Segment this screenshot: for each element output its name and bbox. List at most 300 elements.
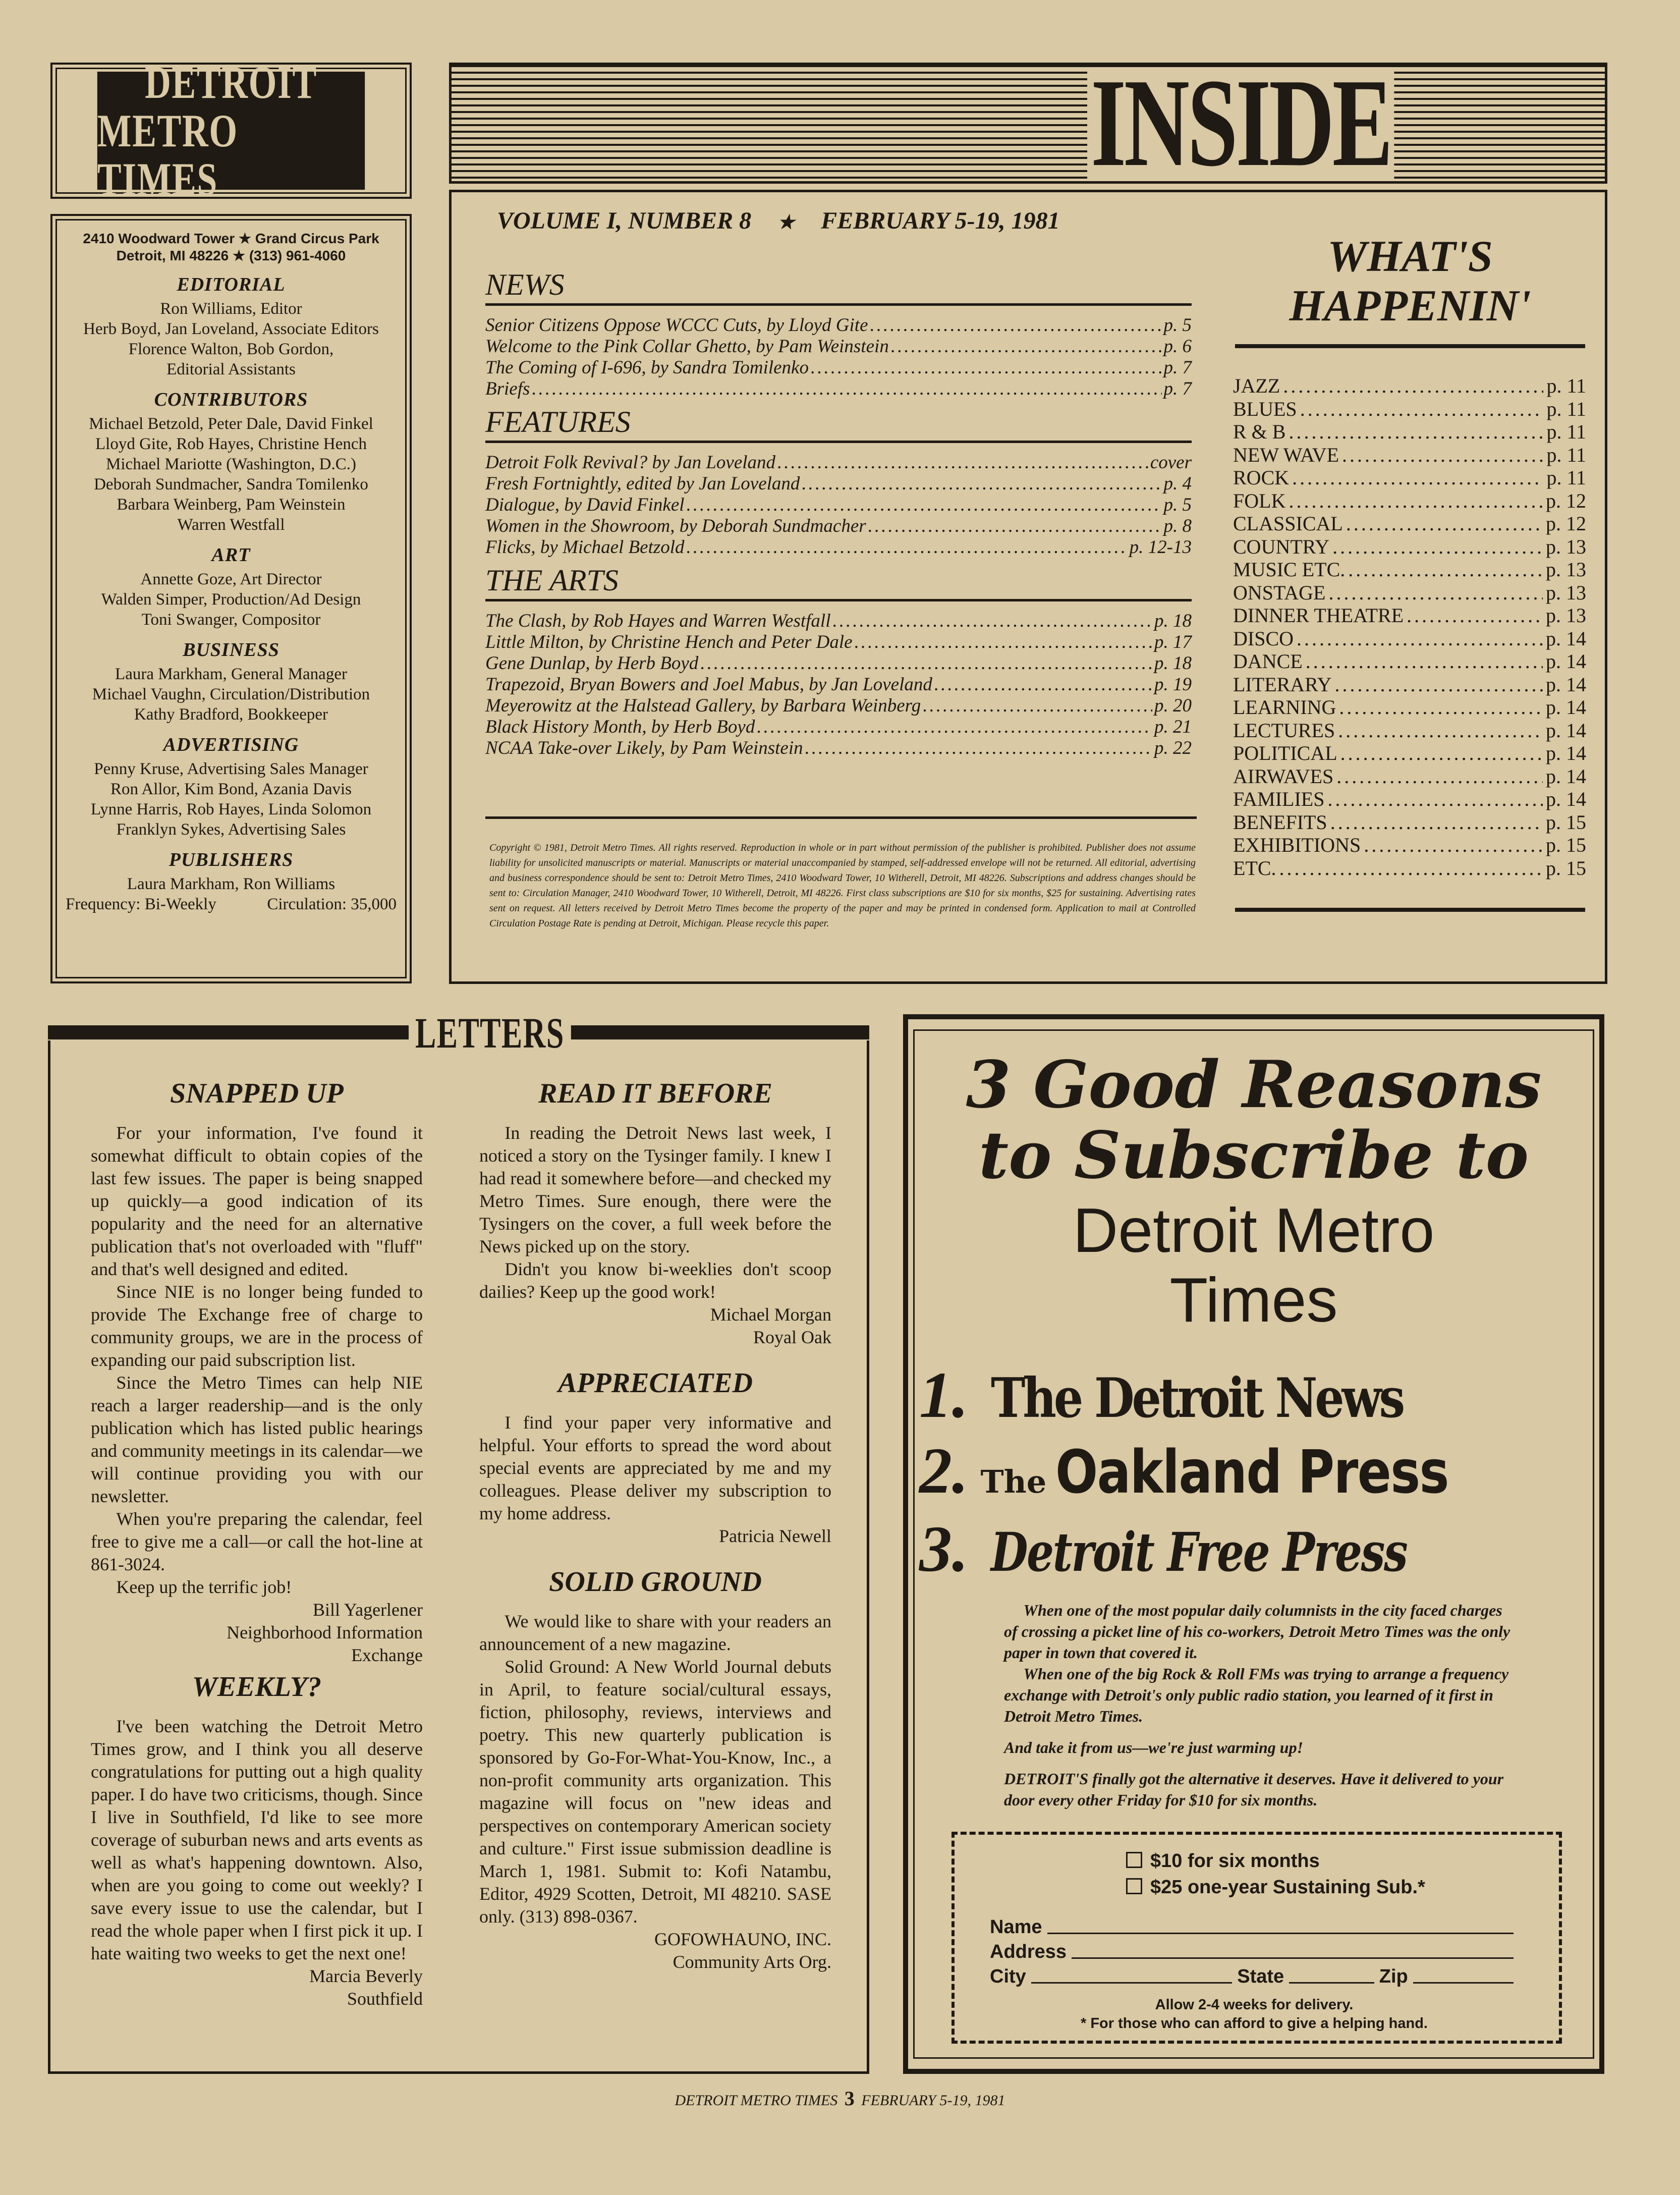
letter-signature-line: Michael Morgan bbox=[710, 1304, 831, 1325]
whats-happenin-leader bbox=[1348, 558, 1543, 581]
letter-paragraph: Since NIE is no longer being funded to provide The Exchange free of charge to community groups, we are in the process of expanding our paid subscription list. bbox=[91, 1282, 423, 1370]
whats-happenin-leader bbox=[1292, 466, 1543, 489]
whats-happenin-leader bbox=[1342, 444, 1543, 467]
whats-happenin-page: p. 14 bbox=[1546, 788, 1586, 810]
whats-happenin-entry bbox=[1233, 834, 1586, 857]
staff-sections bbox=[66, 273, 397, 894]
letter-appreciated-signature bbox=[479, 1525, 831, 1548]
toc-entry-title: Senior Citizens Oppose WCCC Cuts, by Lloyd Gite bbox=[485, 315, 868, 336]
city-field-label: City bbox=[990, 1966, 1026, 1987]
whats-happenin-title bbox=[1231, 232, 1589, 331]
letter-snapped-up-signature bbox=[91, 1599, 423, 1667]
ad-body-4: DETROIT'S finally got the alternative it deserves. Have it delivered to your door every other Friday for $10 for six months. bbox=[1004, 1770, 1504, 1809]
letter-signature-line: Bill Yagerlener bbox=[313, 1600, 423, 1620]
whats-happenin-category: R & B bbox=[1233, 420, 1286, 443]
ad-paper-name-line1: Detroit Metro bbox=[1073, 1196, 1435, 1266]
masthead-line1: DETROIT bbox=[145, 57, 317, 108]
toc-leader bbox=[757, 717, 1152, 738]
staff-box bbox=[50, 214, 412, 983]
letters-banner-text: LETTERS bbox=[409, 1014, 571, 1052]
toc-entry-title: Meyerowitz at the Halstead Gallery, by Barbara Weinberg bbox=[485, 695, 921, 716]
toc-leader bbox=[891, 336, 1162, 357]
staff-line: Florence Walton, Bob Gordon, bbox=[128, 340, 334, 358]
whats-happenin-category: CLASSICAL bbox=[1233, 512, 1343, 535]
toc-leader bbox=[832, 611, 1152, 632]
toc-entry-title: The Clash, by Rob Hayes and Warren Westfall bbox=[485, 611, 831, 631]
staff-line: Kathy Bradford, Bookkeeper bbox=[134, 705, 328, 724]
whats-happenin-page: p. 13 bbox=[1546, 558, 1586, 581]
name-field-line[interactable] bbox=[1047, 1932, 1514, 1934]
staff-section-title: BUSINESS bbox=[183, 639, 279, 661]
city-field-line[interactable] bbox=[1031, 1982, 1232, 1984]
whats-happenin-category: EXHIBITIONS bbox=[1233, 834, 1361, 856]
letter-read-it-before-body bbox=[479, 1122, 831, 1303]
staff-frequency: Frequency: Bi-Weekly bbox=[66, 895, 216, 913]
toc-leader bbox=[687, 495, 1162, 516]
toc-entry bbox=[485, 473, 1192, 495]
letter-paragraph: In reading the Detroit News last week, I noticed a story on the Tysinger family. I knew I had read it somewhere before—and checked my Metro Times. Sure enough, there were the Tysingers on the cover, a full week before the News picked up on the story. bbox=[479, 1123, 831, 1256]
toc-entry bbox=[485, 336, 1192, 357]
toc-leader bbox=[687, 537, 1128, 558]
letter-signature-line: Patricia Newell bbox=[719, 1526, 831, 1546]
toc-leader bbox=[934, 674, 1152, 695]
whats-happenin-category: DANCE bbox=[1233, 650, 1303, 673]
letter-appreciated-title: APPRECIATED bbox=[558, 1367, 753, 1399]
toc-entry bbox=[485, 717, 1192, 738]
whats-happenin-leader bbox=[1327, 788, 1543, 811]
whats-happenin-page: p. 11 bbox=[1546, 420, 1586, 443]
coupon-note-1: Allow 2-4 weeks for delivery. bbox=[1155, 1997, 1354, 2013]
letter-signature-line: Neighborhood Information bbox=[227, 1622, 423, 1642]
toc-leader bbox=[532, 378, 1161, 400]
letter-paragraph: I find your paper very informative and helpful. Your efforts to spread the word about special events are appreciated by me and my colleagues. Please deliver my subscription to my home address. bbox=[479, 1412, 831, 1523]
coupon-options bbox=[1126, 1848, 1519, 1900]
whats-happenin-entry bbox=[1233, 489, 1586, 513]
zip-field-label: Zip bbox=[1379, 1966, 1408, 1987]
staff-line: Ron Williams, Editor bbox=[160, 300, 302, 318]
ad-reason-2-logo-prefix: The bbox=[980, 1463, 1047, 1500]
whats-happenin-category: COUNTRY bbox=[1233, 535, 1330, 558]
toc-entry-page: p. 19 bbox=[1154, 674, 1192, 695]
issue-star: ★ bbox=[777, 212, 795, 233]
toc-entry-page: p. 20 bbox=[1154, 695, 1192, 716]
staff-line: Walden Simper, Production/Ad Design bbox=[101, 590, 361, 609]
whats-happenin-entry bbox=[1233, 466, 1586, 489]
toc-entry bbox=[485, 516, 1192, 537]
letters-col-right bbox=[479, 1077, 831, 1973]
toc-entry-title: Briefs bbox=[485, 378, 530, 399]
whats-happenin bbox=[1231, 232, 1589, 912]
ad-paper-name-line2: Times bbox=[1169, 1266, 1338, 1335]
state-field-label: State bbox=[1237, 1966, 1284, 1987]
whats-happenin-category: JAZZ bbox=[1233, 374, 1280, 397]
masthead-line2: METRO TIMES bbox=[97, 105, 238, 205]
ad-headline bbox=[918, 1047, 1589, 1193]
toc-entry-title: Fresh Fortnightly, edited by Jan Loveland bbox=[485, 473, 800, 494]
letter-signature-line: Marcia Beverly bbox=[309, 1966, 423, 1986]
letter-weekly-body bbox=[91, 1715, 423, 1965]
inside-banner bbox=[449, 53, 1607, 193]
whats-happenin-list bbox=[1231, 374, 1589, 880]
subscription-coupon bbox=[951, 1832, 1562, 2044]
ad-reason-2-number: 2. bbox=[919, 1435, 969, 1507]
letter-paragraph: When you're preparing the calendar, feel free to give me a call—or call the hot-line at 861-3024. bbox=[91, 1509, 423, 1574]
toc-entry-title: Welcome to the Pink Collar Ghetto, by Pam Weinstein bbox=[485, 336, 889, 357]
toc-entry-page: p. 18 bbox=[1154, 611, 1192, 631]
ad-reason-3-number: 3. bbox=[919, 1513, 969, 1585]
address-field[interactable] bbox=[990, 1941, 1519, 1963]
whats-happenin-page: p. 15 bbox=[1546, 856, 1586, 880]
letter-appreciated-body bbox=[479, 1411, 831, 1525]
letter-solid-ground-body bbox=[479, 1610, 831, 1928]
footer-date: FEBRUARY 5-19, 1981 bbox=[861, 2092, 1005, 2109]
toc-entry bbox=[485, 452, 1192, 473]
whats-happenin-category: MUSIC ETC. bbox=[1233, 558, 1346, 581]
whats-happenin-entry bbox=[1233, 811, 1586, 834]
toc-leader bbox=[777, 452, 1148, 473]
whats-happenin-category: NEW WAVE bbox=[1233, 443, 1339, 466]
whats-happenin-entry bbox=[1233, 444, 1586, 467]
toc-entry-title: Flicks, by Michael Betzold bbox=[485, 537, 685, 558]
ad-reason-2 bbox=[919, 1433, 1590, 1509]
whats-happenin-category: LEARNING bbox=[1233, 696, 1336, 719]
toc-entry-title: Trapezoid, Bryan Bowers and Joel Mabus, by Jan Loveland bbox=[485, 674, 932, 695]
staff-line: Herb Boyd, Jan Loveland, Associate Editors bbox=[83, 320, 379, 338]
name-field[interactable] bbox=[990, 1916, 1519, 1938]
city-state-zip-row bbox=[990, 1966, 1519, 1988]
whats-happenin-page: p. 14 bbox=[1546, 673, 1586, 696]
whats-happenin-bottom-rule bbox=[1235, 908, 1585, 912]
toc-entry bbox=[485, 357, 1192, 378]
toc-entry-page: cover bbox=[1150, 452, 1192, 473]
whats-happenin-page: p. 15 bbox=[1546, 834, 1586, 856]
issue-line bbox=[497, 207, 1203, 235]
masthead-box bbox=[50, 57, 412, 205]
whats-happenin-category: FOLK bbox=[1233, 489, 1286, 512]
staff-line: Michael Mariotte (Washington, D.C.) bbox=[106, 455, 356, 473]
letter-signature-line: Exchange bbox=[351, 1645, 423, 1665]
whats-happenin-leader bbox=[1340, 742, 1543, 765]
whats-happenin-page: p. 13 bbox=[1546, 604, 1586, 627]
whats-happenin-entry bbox=[1233, 765, 1586, 788]
whats-happenin-leader bbox=[1346, 512, 1543, 535]
staff-line: Annette Goze, Art Director bbox=[140, 570, 322, 588]
copyright-notice: Copyright © 1981, Detroit Metro Times. All rights reserved. Reproduction in whole or in part without permission of the publisher is prohibited. Publisher does not assume liability for unsolicited manuscripts or material. Manuscripts or material unaccompanied by stamped, self-addressed envelope will not be returned. All editorial, advertising and business correspondence should be sent to: Detroit Metro Times, 2410 Woodward Tower, 10 Witherell, Detroit, MI 48226. Subscriptions and address changes should be sent to: Circulation Manager, 2410 Woodward Tower, 10 Witherell, Detroit, MI 48226. First class subscriptions are $10 for six months, $25 for sustaining. Advertising rates sent on request. All letters received by Detroit Metro Times become the property of the paper and may be printed in condensed form. Application to mail at Controlled Circulation Postage Rate is pending at Detroit, Michigan. Please recycle this paper. bbox=[489, 842, 1196, 929]
letter-solid-ground-signature bbox=[479, 1928, 831, 1973]
ad-reason-1-number: 1. bbox=[919, 1359, 969, 1432]
staff-line: Ron Allor, Kim Bond, Azania Davis bbox=[110, 780, 352, 798]
whats-happenin-category: BENEFITS bbox=[1233, 810, 1327, 834]
whats-happenin-leader bbox=[1338, 719, 1543, 742]
toc-news bbox=[485, 267, 1192, 400]
staff-section bbox=[66, 849, 397, 894]
whats-happenin-page: p. 14 bbox=[1546, 627, 1586, 650]
staff-line: Toni Swanger, Compositor bbox=[141, 611, 321, 629]
toc-entry bbox=[485, 695, 1192, 717]
coupon-note-2: * For those who can afford to give a helping hand. bbox=[1081, 2015, 1428, 2032]
staff-line: Deborah Sundmacher, Sandra Tomilenko bbox=[94, 475, 368, 493]
whats-happenin-category: AIRWAVES bbox=[1233, 764, 1334, 788]
toc-leader bbox=[868, 516, 1162, 537]
staff-section-title: ART bbox=[211, 544, 251, 566]
staff-line: Michael Vaughn, Circulation/Distribution bbox=[92, 685, 370, 703]
ad-headline-line1: 3 Good Reasons bbox=[966, 1047, 1542, 1123]
letter-weekly-title: WEEKLY? bbox=[192, 1671, 322, 1703]
whats-happenin-entry bbox=[1233, 627, 1586, 650]
whats-happenin-page: p. 12 bbox=[1546, 512, 1586, 535]
staff-section bbox=[66, 639, 397, 725]
name-field-label: Name bbox=[990, 1916, 1042, 1938]
toc-entry-title: Black History Month, by Herb Boyd bbox=[485, 717, 755, 737]
whats-happenin-line1: WHAT'S bbox=[1327, 232, 1493, 281]
whats-happenin-leader bbox=[1297, 627, 1543, 650]
letter-paragraph: We would like to share with your readers an announcement of a new magazine. bbox=[479, 1611, 831, 1654]
toc-entry-page: p. 5 bbox=[1163, 495, 1192, 515]
toc-entry bbox=[485, 537, 1192, 558]
whats-happenin-entry bbox=[1233, 719, 1586, 742]
staff-line: Lloyd Gite, Rob Hayes, Christine Hench bbox=[95, 435, 367, 453]
whats-happenin-category: LECTURES bbox=[1233, 719, 1335, 742]
toc-entry bbox=[485, 653, 1192, 674]
address-field-line[interactable] bbox=[1072, 1957, 1514, 1959]
whats-happenin-entry bbox=[1233, 604, 1586, 627]
toc-column bbox=[485, 267, 1192, 759]
letter-snapped-up-body bbox=[91, 1122, 423, 1599]
staff-section-title: PUBLISHERS bbox=[169, 849, 294, 870]
toc-entry bbox=[485, 495, 1192, 516]
whats-happenin-category: DISCO bbox=[1233, 627, 1294, 650]
ad-reason-1 bbox=[919, 1357, 1590, 1433]
whats-happenin-leader bbox=[1330, 811, 1543, 834]
toc-leader bbox=[855, 632, 1152, 653]
whats-happenin-category: ONSTAGE bbox=[1233, 581, 1326, 604]
staff-section bbox=[66, 389, 397, 535]
whats-happenin-page: p. 11 bbox=[1546, 374, 1586, 397]
whats-happenin-leader bbox=[1279, 857, 1543, 880]
toc-arts bbox=[485, 563, 1192, 759]
letter-signature-line: Southfield bbox=[347, 1989, 423, 2009]
ad-reason-1-logo: The Detroit News bbox=[990, 1366, 1403, 1430]
whats-happenin-leader bbox=[1335, 673, 1543, 696]
staff-address1: 2410 Woodward Tower ★ Grand Circus Park bbox=[83, 231, 379, 246]
ad-reason-3 bbox=[919, 1511, 1590, 1587]
issue-date: FEBRUARY 5-19, 1981 bbox=[821, 207, 1060, 234]
whats-happenin-leader bbox=[1300, 398, 1544, 421]
staff-section-title: CONTRIBUTORS bbox=[154, 389, 308, 410]
whats-happenin-page: p. 14 bbox=[1546, 696, 1586, 719]
letters-col-left bbox=[91, 1077, 423, 2010]
whats-happenin-page: p. 13 bbox=[1546, 535, 1586, 558]
footer-page-number: 3 bbox=[844, 2087, 855, 2110]
toc-entry-page: p. 18 bbox=[1154, 653, 1192, 674]
whats-happenin-entry bbox=[1233, 742, 1586, 765]
whats-happenin-page: p. 12 bbox=[1546, 489, 1586, 512]
letter-weekly-signature bbox=[91, 1965, 423, 2010]
ad-paper-name bbox=[918, 1196, 1589, 1335]
toc-entry-page: p. 12-13 bbox=[1129, 537, 1192, 558]
whats-happenin-page: p. 15 bbox=[1546, 810, 1586, 834]
toc-entry bbox=[485, 315, 1192, 336]
staff-section bbox=[66, 734, 397, 840]
letter-paragraph: For your information, I've found it somewhat difficult to obtain copies of the last few issues. The paper is being snapped up quickly—a good indication of its popularity and the need for an alternative publication that's not overloaded with "fluff" and that's well designed and edited. bbox=[91, 1123, 423, 1279]
whats-happenin-category: POLITICAL bbox=[1233, 742, 1337, 764]
whats-happenin-category: BLUES bbox=[1233, 397, 1297, 420]
whats-happenin-leader bbox=[1306, 650, 1543, 673]
whats-happenin-page: p. 14 bbox=[1546, 650, 1586, 673]
state-field-line[interactable] bbox=[1289, 1982, 1374, 1984]
toc-leader bbox=[811, 357, 1162, 378]
page-footer bbox=[0, 2087, 1680, 2110]
whats-happenin-entry bbox=[1233, 673, 1586, 696]
staff-section bbox=[66, 273, 397, 379]
toc-entry bbox=[485, 738, 1192, 759]
letter-signature-line: GOFOWHAUNO, INC. bbox=[654, 1929, 831, 1949]
ad-body-1: When one of the most popular daily columnists in the city faced charges of crossing a picket line of his co-workers, Detroit Metro Times was the only paper in town that covered it. bbox=[1004, 1601, 1510, 1662]
staff-line: Barbara Weinberg, Pam Weinstein bbox=[117, 496, 346, 514]
staff-section-title: EDITORIAL bbox=[177, 274, 286, 295]
letter-paragraph: I've been watching the Detroit Metro Times grow, and I think you all deserve congratulations for putting out a high quality paper. I do have two criticisms, though. Since I live in Southfield, I'd like to see more coverage of suburban news and arts events as well as what's happening downtown. Also, when are you going to come out weekly? I save every issue to use the calendar, but I read the whole paper when I first pick it up. I hate waiting two weeks to get the next one! bbox=[91, 1716, 423, 1963]
toc-entry-page: p. 22 bbox=[1154, 738, 1192, 758]
whats-happenin-category: FAMILIES bbox=[1233, 788, 1325, 810]
toc-leader bbox=[805, 738, 1152, 759]
letter-signature-line: Community Arts Org. bbox=[673, 1952, 831, 1972]
whats-happenin-entry bbox=[1233, 374, 1586, 398]
staff-line: Laura Markham, General Manager bbox=[115, 665, 347, 683]
toc-entry-page: p. 5 bbox=[1163, 315, 1192, 336]
toc-news-title: NEWS bbox=[485, 267, 1192, 306]
staff-line: Michael Betzold, Peter Dale, David Finkel bbox=[89, 415, 373, 433]
option-sustaining[interactable] bbox=[1126, 1874, 1519, 1900]
toc-entry-page: p. 7 bbox=[1163, 357, 1192, 378]
letter-paragraph: Didn't you know bi-weeklies don't scoop dailies? Keep up the good work! bbox=[479, 1259, 831, 1302]
staff-freq-row bbox=[66, 894, 397, 914]
toc-arts-list bbox=[485, 611, 1192, 759]
checkbox-sustaining[interactable] bbox=[1126, 1878, 1142, 1894]
toc-entry-page: p. 6 bbox=[1163, 336, 1192, 357]
whats-happenin-page: p. 11 bbox=[1546, 466, 1586, 489]
toc-entry-title: Detroit Folk Revival? by Jan Loveland bbox=[485, 452, 776, 473]
whats-happenin-page: p. 14 bbox=[1546, 719, 1586, 742]
toc-leader bbox=[700, 653, 1152, 674]
toc-entry bbox=[485, 632, 1192, 653]
toc-features-title: FEATURES bbox=[485, 405, 1192, 443]
toc-entry-page: p. 7 bbox=[1163, 378, 1192, 399]
toc-leader bbox=[870, 315, 1162, 336]
toc-entry-page: p. 4 bbox=[1163, 473, 1192, 494]
toc-entry-page: p. 17 bbox=[1154, 632, 1192, 652]
staff-line: Lynne Harris, Rob Hayes, Linda Solomon bbox=[90, 800, 372, 818]
toc-entry-title: NCAA Take-over Likely, by Pam Weinstein bbox=[485, 738, 803, 758]
toc-entry bbox=[485, 611, 1192, 632]
staff-address2: Detroit, MI 48226 ★ (313) 961-4060 bbox=[116, 248, 346, 263]
letter-snapped-up-title: SNAPPED UP bbox=[170, 1078, 344, 1109]
whats-happenin-leader bbox=[1407, 604, 1543, 627]
toc-entry bbox=[485, 674, 1192, 695]
whats-happenin-entry bbox=[1233, 398, 1586, 421]
ad-body-2: When one of the big Rock & Roll FMs was trying to arrange a frequency exchange with Detroit's only public radio station, you learned of it first in Detroit Metro Times. bbox=[1004, 1665, 1509, 1725]
toc-divider bbox=[485, 816, 1197, 819]
toc-features bbox=[485, 405, 1192, 558]
whats-happenin-page: p. 11 bbox=[1546, 397, 1586, 420]
ad-body bbox=[1004, 1600, 1519, 1810]
staff-line: Franklyn Sykes, Advertising Sales bbox=[116, 820, 346, 839]
whats-happenin-leader bbox=[1283, 374, 1543, 398]
letter-read-it-before-title: READ IT BEFORE bbox=[538, 1078, 772, 1109]
whats-happenin-category: ETC. bbox=[1233, 856, 1276, 880]
whats-happenin-entry bbox=[1233, 558, 1586, 581]
staff-circulation: Circulation: 35,000 bbox=[267, 895, 397, 913]
toc-entry bbox=[485, 378, 1192, 400]
toc-arts-title: THE ARTS bbox=[485, 563, 1192, 601]
letter-paragraph: Since the Metro Times can help NIE reach a larger readership—and is the only publication which has listed public hearings and community meetings in its calendar—we will continue providing you with our newsletter. bbox=[91, 1373, 423, 1506]
whats-happenin-entry bbox=[1233, 535, 1586, 559]
letter-paragraph: Solid Ground: A New World Journal debuts in April, to feature social/cultural essays, fiction, philosophy, reviews, interviews and poetry. This new quarterly publication is sponsored by Go-For-What-You-Know, Inc., a non-profit community arts organization. This magazine will focus on "new ideas and perspectives on contemporary American society and culture." First issue submission deadline is March 1, 1981. Submit to: Kofi Natambu, Editor, 4929 Scotten, Detroit, MI 48210. SASE only. (313) 898-0367. bbox=[479, 1657, 831, 1927]
option-sustaining-label: $25 one-year Sustaining Sub.* bbox=[1150, 1877, 1425, 1898]
letter-solid-ground-title: SOLID GROUND bbox=[549, 1566, 762, 1598]
whats-happenin-page: p. 11 bbox=[1546, 443, 1586, 466]
toc-entry-page: p. 21 bbox=[1154, 717, 1192, 737]
toc-entry-page: p. 8 bbox=[1163, 516, 1192, 536]
inside-banner-text: INSIDE bbox=[1087, 67, 1394, 179]
whats-happenin-leader bbox=[1364, 834, 1543, 857]
ad-headline-line2: to Subscribe to bbox=[978, 1118, 1529, 1193]
whats-happenin-leader bbox=[1289, 420, 1543, 444]
toc-entry-title: Dialogue, by David Finkel bbox=[485, 495, 685, 515]
whats-happenin-entry bbox=[1233, 857, 1586, 880]
toc-features-list bbox=[485, 452, 1192, 558]
whats-happenin-category: LITERARY bbox=[1233, 673, 1332, 696]
whats-happenin-leader bbox=[1336, 765, 1543, 788]
footer-publication: DETROIT METRO TIMES bbox=[675, 2092, 838, 2109]
whats-happenin-rule bbox=[1235, 344, 1585, 348]
staff-section-title: ADVERTISING bbox=[163, 734, 299, 755]
ad-body-3: And take it from us—we're just warming up! bbox=[1004, 1738, 1304, 1757]
whats-happenin-entry bbox=[1233, 788, 1586, 811]
whats-happenin-category: DINNER THEATRE bbox=[1233, 604, 1404, 627]
toc-entry-title: Gene Dunlap, by Herb Boyd bbox=[485, 653, 699, 674]
checkbox-six-months[interactable] bbox=[1126, 1852, 1142, 1868]
letter-read-it-before-signature bbox=[479, 1303, 831, 1349]
whats-happenin-entry bbox=[1233, 420, 1586, 444]
letter-signature-line: Royal Oak bbox=[753, 1327, 831, 1347]
whats-happenin-page: p. 14 bbox=[1546, 742, 1586, 764]
staff-section bbox=[66, 544, 397, 630]
whats-happenin-entry bbox=[1233, 650, 1586, 673]
ad-reason-2-logo: Oakland Press bbox=[1055, 1437, 1449, 1507]
issue-volume: VOLUME I, NUMBER 8 bbox=[497, 207, 752, 234]
toc-leader bbox=[802, 473, 1161, 495]
staff-line: Editorial Assistants bbox=[166, 360, 296, 378]
whats-happenin-leader bbox=[1339, 696, 1543, 719]
zip-field-line[interactable] bbox=[1413, 1982, 1514, 1984]
masthead-logo bbox=[97, 57, 365, 205]
whats-happenin-leader bbox=[1332, 535, 1543, 559]
whats-happenin-category: ROCK bbox=[1233, 466, 1290, 489]
option-six-months[interactable] bbox=[1126, 1848, 1519, 1874]
letter-paragraph: Keep up the terrific job! bbox=[116, 1577, 292, 1597]
toc-entry-title: The Coming of I-696, by Sandra Tomilenko bbox=[485, 357, 809, 378]
ad-reason-3-logo: Detroit Free Press bbox=[990, 1520, 1407, 1583]
whats-happenin-line2: HAPPENIN' bbox=[1289, 282, 1531, 331]
toc-entry-title: Little Milton, by Christine Hench and Peter Dale bbox=[485, 632, 853, 652]
toc-news-list bbox=[485, 315, 1192, 400]
address-field-label: Address bbox=[990, 1941, 1067, 1962]
staff-line: Penny Kruse, Advertising Sales Manager bbox=[94, 760, 368, 778]
whats-happenin-leader bbox=[1289, 489, 1543, 513]
staff-line: Warren Westfall bbox=[177, 516, 285, 534]
whats-happenin-entry bbox=[1233, 696, 1586, 719]
whats-happenin-entry bbox=[1233, 581, 1586, 605]
